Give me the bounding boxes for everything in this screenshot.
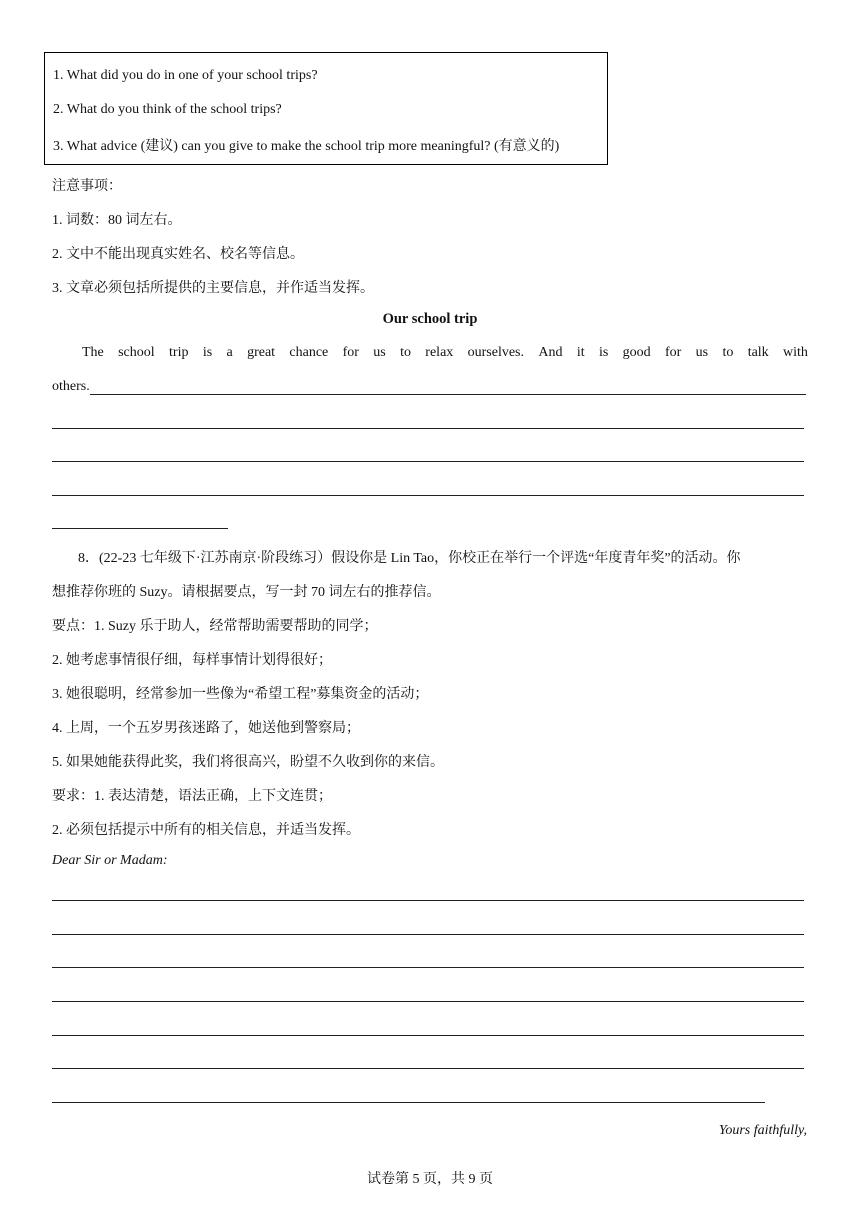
writing-line: [52, 528, 228, 529]
essay-word: is: [598, 345, 609, 360]
questions-box: [44, 52, 608, 165]
essay-word: The: [82, 345, 104, 360]
note-item-1: 1. 词数：80 词左右。: [52, 213, 182, 228]
essay-word: with: [783, 345, 808, 360]
writing-line: [52, 967, 804, 968]
writing-line: [52, 1102, 765, 1103]
essay-title: Our school trip: [382, 311, 478, 327]
task8-point-3: 3. 她很聪明，经常参加一些像为“希望工程”募集资金的活动；: [52, 687, 429, 702]
writing-line: [52, 1035, 804, 1036]
writing-line: [90, 394, 806, 395]
essay-word: ourselves.: [467, 345, 525, 360]
writing-line: [52, 1001, 804, 1002]
note-item-2: 2. 文中不能出现真实姓名、校名等信息。: [52, 247, 304, 262]
essay-word: is: [202, 345, 213, 360]
question-3: 3. What advice (建议) can you give to make the school trip more meaningful? (有意义的): [53, 139, 560, 154]
writing-line: [52, 461, 804, 462]
essay-word: good: [622, 345, 651, 360]
task8-point-2: 2. 她考虑事情很仔细，每样事情计划得很好；: [52, 653, 332, 668]
letter-greeting: Dear Sir or Madam:: [52, 853, 168, 868]
question-2: 2. What do you think of the school trips?: [53, 102, 282, 117]
essay-word: us: [373, 345, 386, 360]
task8-requirement-2: 2. 必须包括提示中所有的相关信息，并适当发挥。: [52, 823, 360, 838]
essay-word: great: [247, 345, 276, 360]
question-1: 1. What did you do in one of your school trips?: [53, 68, 318, 83]
essay-word: for: [664, 345, 682, 360]
page-footer: 试卷第 5 页，共 9 页: [367, 1172, 493, 1187]
essay-word: it: [576, 345, 585, 360]
writing-line: [52, 428, 804, 429]
essay-word: relax: [425, 345, 454, 360]
writing-line: [52, 495, 804, 496]
task8-intro-line-2: 想推荐你班的 Suzy。请根据要点，写一封 70 词左右的推荐信。: [52, 585, 441, 600]
task8-requirement-1: 要求：1. 表达清楚，语法正确，上下文连贯；: [52, 789, 332, 804]
essay-word: talk: [747, 345, 769, 360]
essay-word: to: [400, 345, 411, 360]
writing-line: [52, 934, 804, 935]
essay-line-1: [82, 345, 808, 361]
essay-word: chance: [289, 345, 329, 360]
task8-point-1: 要点：1. Suzy 乐于助人，经常帮助需要帮助的同学；: [52, 619, 378, 634]
task8-point-4: 4. 上周，一个五岁男孩迷路了，她送他到警察局；: [52, 721, 360, 736]
essay-line-2-start: others.: [52, 379, 90, 394]
task8-intro-line-1: 8．(22-23 七年级下·江苏南京·阶段练习）假设你是 Lin Tao，你校正在举行一个评选“年度青年奖”的活动。你: [78, 551, 741, 566]
notes-heading: 注意事项：: [52, 179, 122, 194]
writing-line: [52, 900, 804, 901]
essay-word: trip: [169, 345, 189, 360]
essay-word: And: [538, 345, 563, 360]
essay-word: school: [118, 345, 155, 360]
note-item-3: 3. 文章必须包括所提供的主要信息，并作适当发挥。: [52, 281, 374, 296]
writing-line: [52, 1068, 804, 1069]
essay-word: to: [722, 345, 734, 360]
essay-word: a: [226, 345, 233, 360]
essay-word: for: [342, 345, 359, 360]
essay-word: us: [695, 345, 709, 360]
task8-point-5: 5. 如果她能获得此奖，我们将很高兴，盼望不久收到你的来信。: [52, 755, 444, 770]
letter-closing: Yours faithfully,: [718, 1123, 807, 1138]
